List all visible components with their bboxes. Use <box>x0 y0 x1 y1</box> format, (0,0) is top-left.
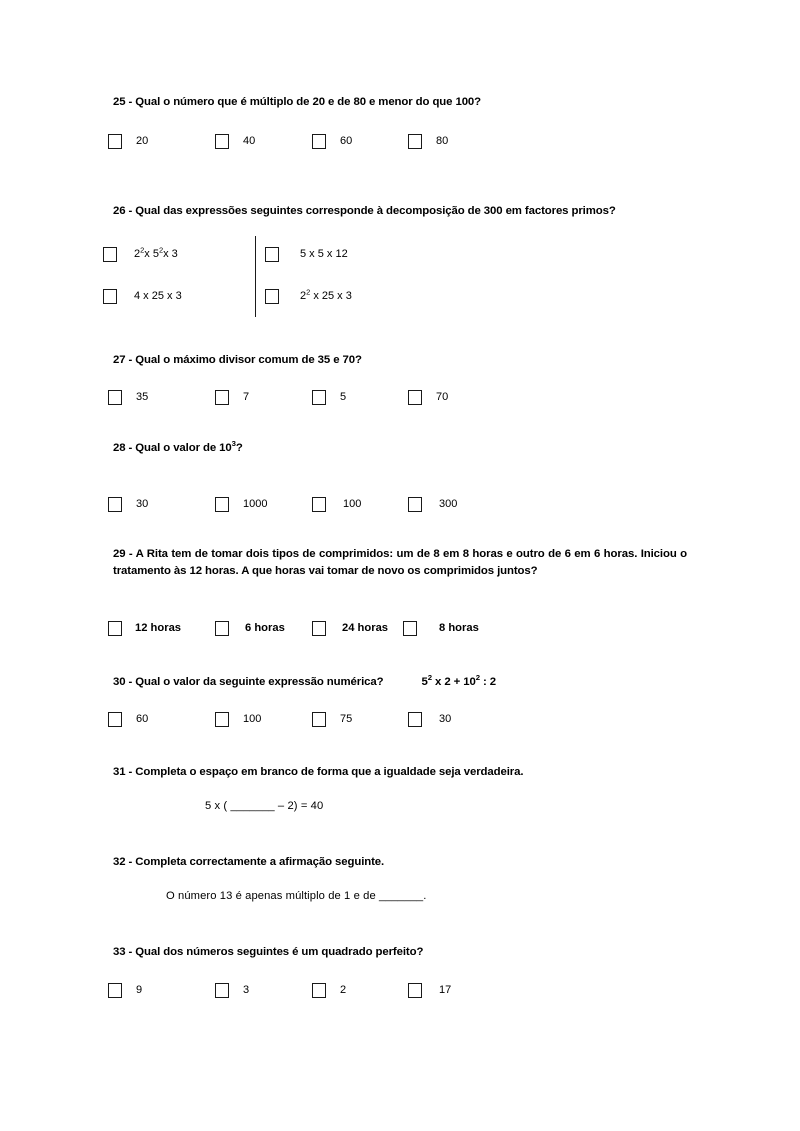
checkbox-icon[interactable] <box>108 390 122 405</box>
option-q25-4[interactable] <box>408 131 448 151</box>
option-q29-1-label: 12 horas <box>135 622 182 634</box>
question-32-answer-line[interactable]: O número 13 é apenas múltiplo de 1 e de _______. <box>166 890 427 902</box>
question-25-text: Qual o número que é múltiplo de 20 e de 80 e menor do que 100? <box>135 96 482 108</box>
question-30 <box>113 674 688 691</box>
option-q28-4-label: 300 <box>439 498 458 510</box>
option-q29-2[interactable] <box>215 618 285 638</box>
question-31-number: 31 - <box>113 766 136 778</box>
question-30-text: Qual o valor da seguinte expressão numérica? <box>135 676 384 688</box>
checkbox-icon[interactable] <box>108 712 122 727</box>
column-divider <box>255 236 256 317</box>
checkbox-icon[interactable] <box>108 497 122 512</box>
checkbox-icon[interactable] <box>108 983 122 998</box>
option-q25-1[interactable] <box>108 131 148 151</box>
question-27-number: 27 - <box>113 354 136 366</box>
question-30-number: 30 - <box>113 676 136 688</box>
option-q29-2-label: 6 horas <box>245 622 285 634</box>
checkbox-icon[interactable] <box>215 621 229 636</box>
option-q27-1-label: 35 <box>136 391 149 403</box>
option-q26-1-label: $2^2x$ $5^2x$ 3 <box>134 245 178 260</box>
option-q30-3[interactable] <box>312 709 352 729</box>
option-q27-3[interactable] <box>312 387 346 407</box>
question-28 <box>113 440 688 457</box>
question-26-title <box>113 203 688 220</box>
option-q27-1[interactable] <box>108 387 148 407</box>
checkbox-icon[interactable] <box>215 390 229 405</box>
question-26-number: 26 - <box>113 205 136 217</box>
checkbox-icon[interactable] <box>215 983 229 998</box>
option-q25-2[interactable] <box>215 131 255 151</box>
checkbox-icon[interactable] <box>408 390 422 405</box>
question-28-options <box>0 494 575 514</box>
option-q28-2-label: 1000 <box>243 498 268 510</box>
checkbox-icon[interactable] <box>312 983 326 998</box>
checkbox-icon[interactable] <box>103 289 117 304</box>
checkbox-icon[interactable] <box>215 712 229 727</box>
option-q33-1-label: 9 <box>136 984 143 996</box>
question-28-text-after: ? <box>235 442 243 454</box>
option-q28-1-label: 30 <box>136 498 149 510</box>
option-q27-2[interactable] <box>215 387 249 407</box>
checkbox-icon[interactable] <box>312 712 326 727</box>
checkbox-icon[interactable] <box>312 390 326 405</box>
option-q25-1-label: 20 <box>136 135 149 147</box>
checkbox-icon[interactable] <box>215 497 229 512</box>
checkbox-icon[interactable] <box>408 497 422 512</box>
question-32-number: 32 - <box>113 856 136 868</box>
question-29-options <box>0 618 575 638</box>
question-29 <box>113 546 687 579</box>
option-q33-2[interactable] <box>215 980 249 1000</box>
question-30-title <box>113 674 688 691</box>
checkbox-icon[interactable] <box>215 134 229 149</box>
checkbox-icon[interactable] <box>108 134 122 149</box>
option-q26-4[interactable] <box>265 286 352 306</box>
checkbox-icon[interactable] <box>265 247 279 262</box>
question-32 <box>113 854 688 871</box>
option-q25-2-label: 40 <box>243 135 256 147</box>
checkbox-icon[interactable] <box>312 621 326 636</box>
question-25 <box>113 94 688 111</box>
checkbox-icon[interactable] <box>265 289 279 304</box>
question-27-options <box>0 387 575 407</box>
question-30-expression: $5^2$ x $2 + 10^2$ : 2 <box>421 673 496 688</box>
question-25-title <box>113 94 688 111</box>
option-q27-3-label: 5 <box>340 391 347 403</box>
question-31-text: Completa o espaço em branco de forma que a igualdade seja verdadeira. <box>135 766 524 778</box>
question-29-number: 29 - <box>113 548 136 560</box>
question-33-title <box>113 944 688 961</box>
checkbox-icon[interactable] <box>403 621 417 636</box>
question-33-number: 33 - <box>113 946 136 958</box>
option-q30-1-label: 60 <box>136 713 149 725</box>
option-q29-4[interactable] <box>403 618 479 638</box>
option-q30-4-label: 30 <box>439 713 452 725</box>
option-q27-2-label: 7 <box>243 391 250 403</box>
checkbox-icon[interactable] <box>408 712 422 727</box>
option-q33-3-label: 2 <box>340 984 347 996</box>
option-q28-1[interactable] <box>108 494 148 514</box>
question-27-title <box>113 352 688 369</box>
option-q29-4-label: 8 horas <box>439 622 479 634</box>
option-q28-3-label: 100 <box>343 498 362 510</box>
option-q26-2[interactable] <box>103 286 182 306</box>
question-30-options <box>0 709 575 729</box>
option-q26-2-label: 4 x 25 x 3 <box>134 290 182 302</box>
option-q28-2[interactable] <box>215 494 267 514</box>
question-27 <box>113 352 688 369</box>
question-25-options <box>0 131 575 151</box>
question-32-title <box>113 854 688 871</box>
question-29-title <box>113 546 687 579</box>
checkbox-icon[interactable] <box>312 134 326 149</box>
option-q25-3[interactable] <box>312 131 352 151</box>
question-28-exponent: 3 <box>231 439 236 449</box>
question-33-text: Qual dos números seguintes é um quadrado perfeito? <box>135 946 424 958</box>
question-31 <box>113 764 688 781</box>
option-q25-3-label: 60 <box>340 135 353 147</box>
option-q30-4[interactable] <box>408 709 451 729</box>
option-q27-4[interactable] <box>408 387 448 407</box>
option-q29-3-label: 24 horas <box>342 622 389 634</box>
option-q26-4-label: $2^2$ x 25 x 3 <box>300 287 352 302</box>
option-q33-4[interactable] <box>408 980 451 1000</box>
question-33-options <box>0 980 575 1000</box>
question-33 <box>113 944 688 961</box>
option-q29-3[interactable] <box>312 618 388 638</box>
checkbox-icon[interactable] <box>103 247 117 262</box>
option-q30-3-label: 75 <box>340 713 353 725</box>
question-31-title <box>113 764 688 781</box>
question-26-text: Qual das expressões seguintes corresponde à decomposição de 300 em factores primos? <box>135 205 616 217</box>
question-28-title <box>113 440 688 457</box>
option-q25-4-label: 80 <box>436 135 449 147</box>
option-q28-3[interactable] <box>312 494 361 514</box>
question-32-text: Completa correctamente a afirmação seguinte. <box>135 856 385 868</box>
option-q30-2[interactable] <box>215 709 261 729</box>
checkbox-icon[interactable] <box>408 134 422 149</box>
option-q30-1[interactable] <box>108 709 148 729</box>
question-26 <box>113 203 688 220</box>
option-q26-3[interactable] <box>265 244 348 264</box>
option-q27-4-label: 70 <box>436 391 449 403</box>
checkbox-icon[interactable] <box>312 497 326 512</box>
checkbox-icon[interactable] <box>108 621 122 636</box>
question-25-number: 25 - <box>113 96 136 108</box>
question-27-text: Qual o máximo divisor comum de 35 e 70? <box>135 354 362 366</box>
option-q28-4[interactable] <box>408 494 457 514</box>
option-q29-1[interactable] <box>108 618 181 638</box>
option-q33-2-label: 3 <box>243 984 250 996</box>
option-q33-1[interactable] <box>108 980 142 1000</box>
option-q26-1[interactable] <box>103 244 178 264</box>
question-31-answer-line[interactable]: 5 x ( _______ – 2) = 40 <box>205 800 324 812</box>
option-q33-3[interactable] <box>312 980 346 1000</box>
question-28-number: 28 - <box>113 442 136 454</box>
option-q33-4-label: 17 <box>439 984 452 996</box>
checkbox-icon[interactable] <box>408 983 422 998</box>
option-q26-3-label: 5 x 5 x 12 <box>300 248 348 260</box>
question-28-text: Qual o valor de 10 <box>135 442 232 454</box>
option-q30-2-label: 100 <box>243 713 262 725</box>
question-29-text: A Rita tem de tomar dois tipos de comprimidos: um de 8 em 8 horas e outro de 6 em 6 horas. Iniciou o tratamento às 12 horas. A que horas vai tomar de novo os comprimidos juntos? <box>113 548 687 577</box>
